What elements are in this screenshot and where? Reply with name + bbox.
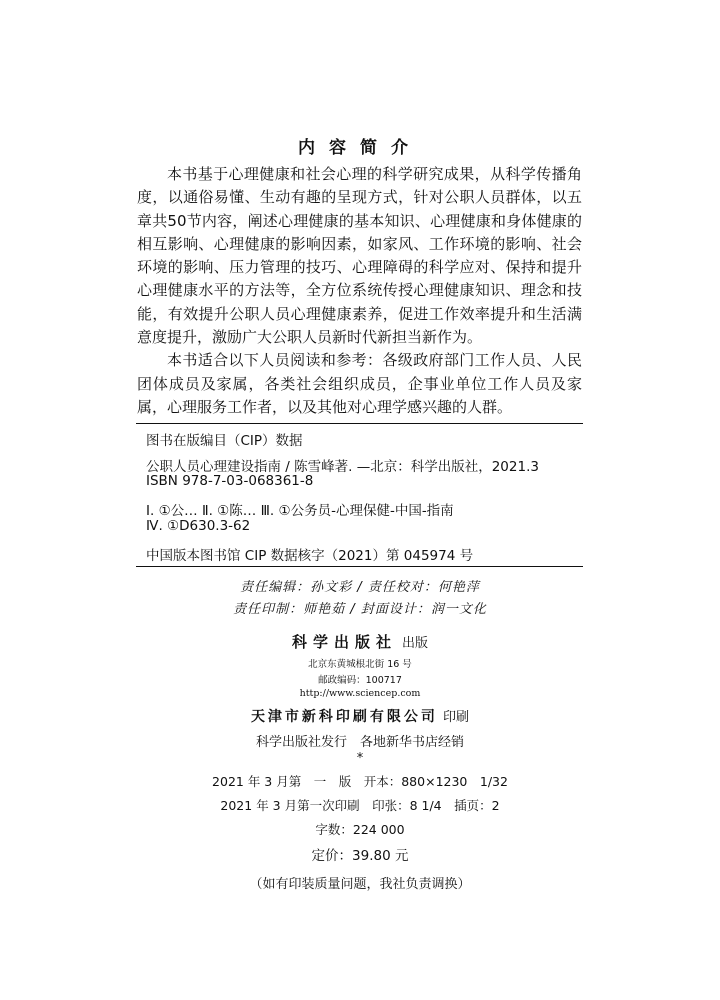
printer-line xyxy=(0,706,720,726)
publisher-role: 出版 xyxy=(402,636,429,651)
cip-classification: Ⅰ. ①公… Ⅱ. ①陈… Ⅲ. ①公务员-心理保健-中国-指南 xyxy=(146,503,454,519)
summary-paragraph: 本书适合以下人员阅读和参考：各级政府部门工作人员、人民团体成员及家属，各类社会组织成员，企事业单位工作人员及家属，心理服务工作者，以及其他对心理学感兴趣的人群。 xyxy=(137,351,582,416)
printer-role: 印刷 xyxy=(443,710,470,725)
cip-heading: 图书在版编目（CIP）数据 xyxy=(146,433,303,449)
credits-line: 责任印制：师艳茹 / 封面设计：润一文化 xyxy=(233,602,487,617)
publisher-address: 北京东黄城根北街 16 号 xyxy=(308,659,412,670)
quality-notice: （如有印装质量问题，我社负责调换） xyxy=(249,877,471,892)
word-count: 字数：224 000 xyxy=(315,822,405,837)
publisher-name: 科学出版社 xyxy=(291,633,397,651)
edition-line: 2021 年 3 月第 一 版 开本：880×1230 1/32 xyxy=(212,774,508,789)
edition-line: 2021 年 3 月第一次印刷 印张：8 1/4 插页：2 xyxy=(220,798,500,813)
cip-isbn: ISBN 978-7-03-068361-8 xyxy=(146,473,314,489)
cip-classification: Ⅳ. ①D630.3-62 xyxy=(146,518,251,534)
credits-line: 责任编辑：孙文彩 / 责任校对：何艳萍 xyxy=(240,580,480,595)
summary-title: 内容简介 xyxy=(298,138,422,158)
price: 定价：39.80 元 xyxy=(311,848,409,864)
publisher-url: http://www.sciencep.com xyxy=(299,688,421,699)
divider-rule xyxy=(136,566,583,567)
summary-paragraph: 本书基于心理健康和社会心理的科学研究成果，从科学传播角度，以通俗易懂、生动有趣的呈现方式，针对公职人员群体，以五章共50节内容，阐述心理健康的基本知识、心理健康和身体健康的相互影响、心理健康的影响因素，如家风、工作环境的影响、社会环境的影响、压力管理的技巧、心理障碍的科学应对、保持和提升心理健康水平的方法等，全方位系统传授心理健康知识、理念和技能，有效提升公职人员心理健康素养，促进工作效率提升和生活满意度提升，激励广大公职人员新时代新担当新作为。 xyxy=(137,165,582,347)
publisher-line xyxy=(0,631,720,652)
printer-name: 天津市新科印刷有限公司 xyxy=(250,709,438,725)
cip-record-line: 公职人员心理建设指南 / 陈雪峰著. —北京：科学出版社，2021.3 xyxy=(146,459,539,475)
publisher-postcode: 邮政编码：100717 xyxy=(318,675,402,686)
cip-approval: 中国版本图书馆 CIP 数据核字（2021）第 045974 号 xyxy=(146,548,474,564)
distribution-line: 科学出版社发行 各地新华书店经销 xyxy=(255,735,464,750)
separator-asterisk: * xyxy=(356,751,364,766)
divider-rule xyxy=(136,423,583,424)
summary-body xyxy=(137,163,582,419)
